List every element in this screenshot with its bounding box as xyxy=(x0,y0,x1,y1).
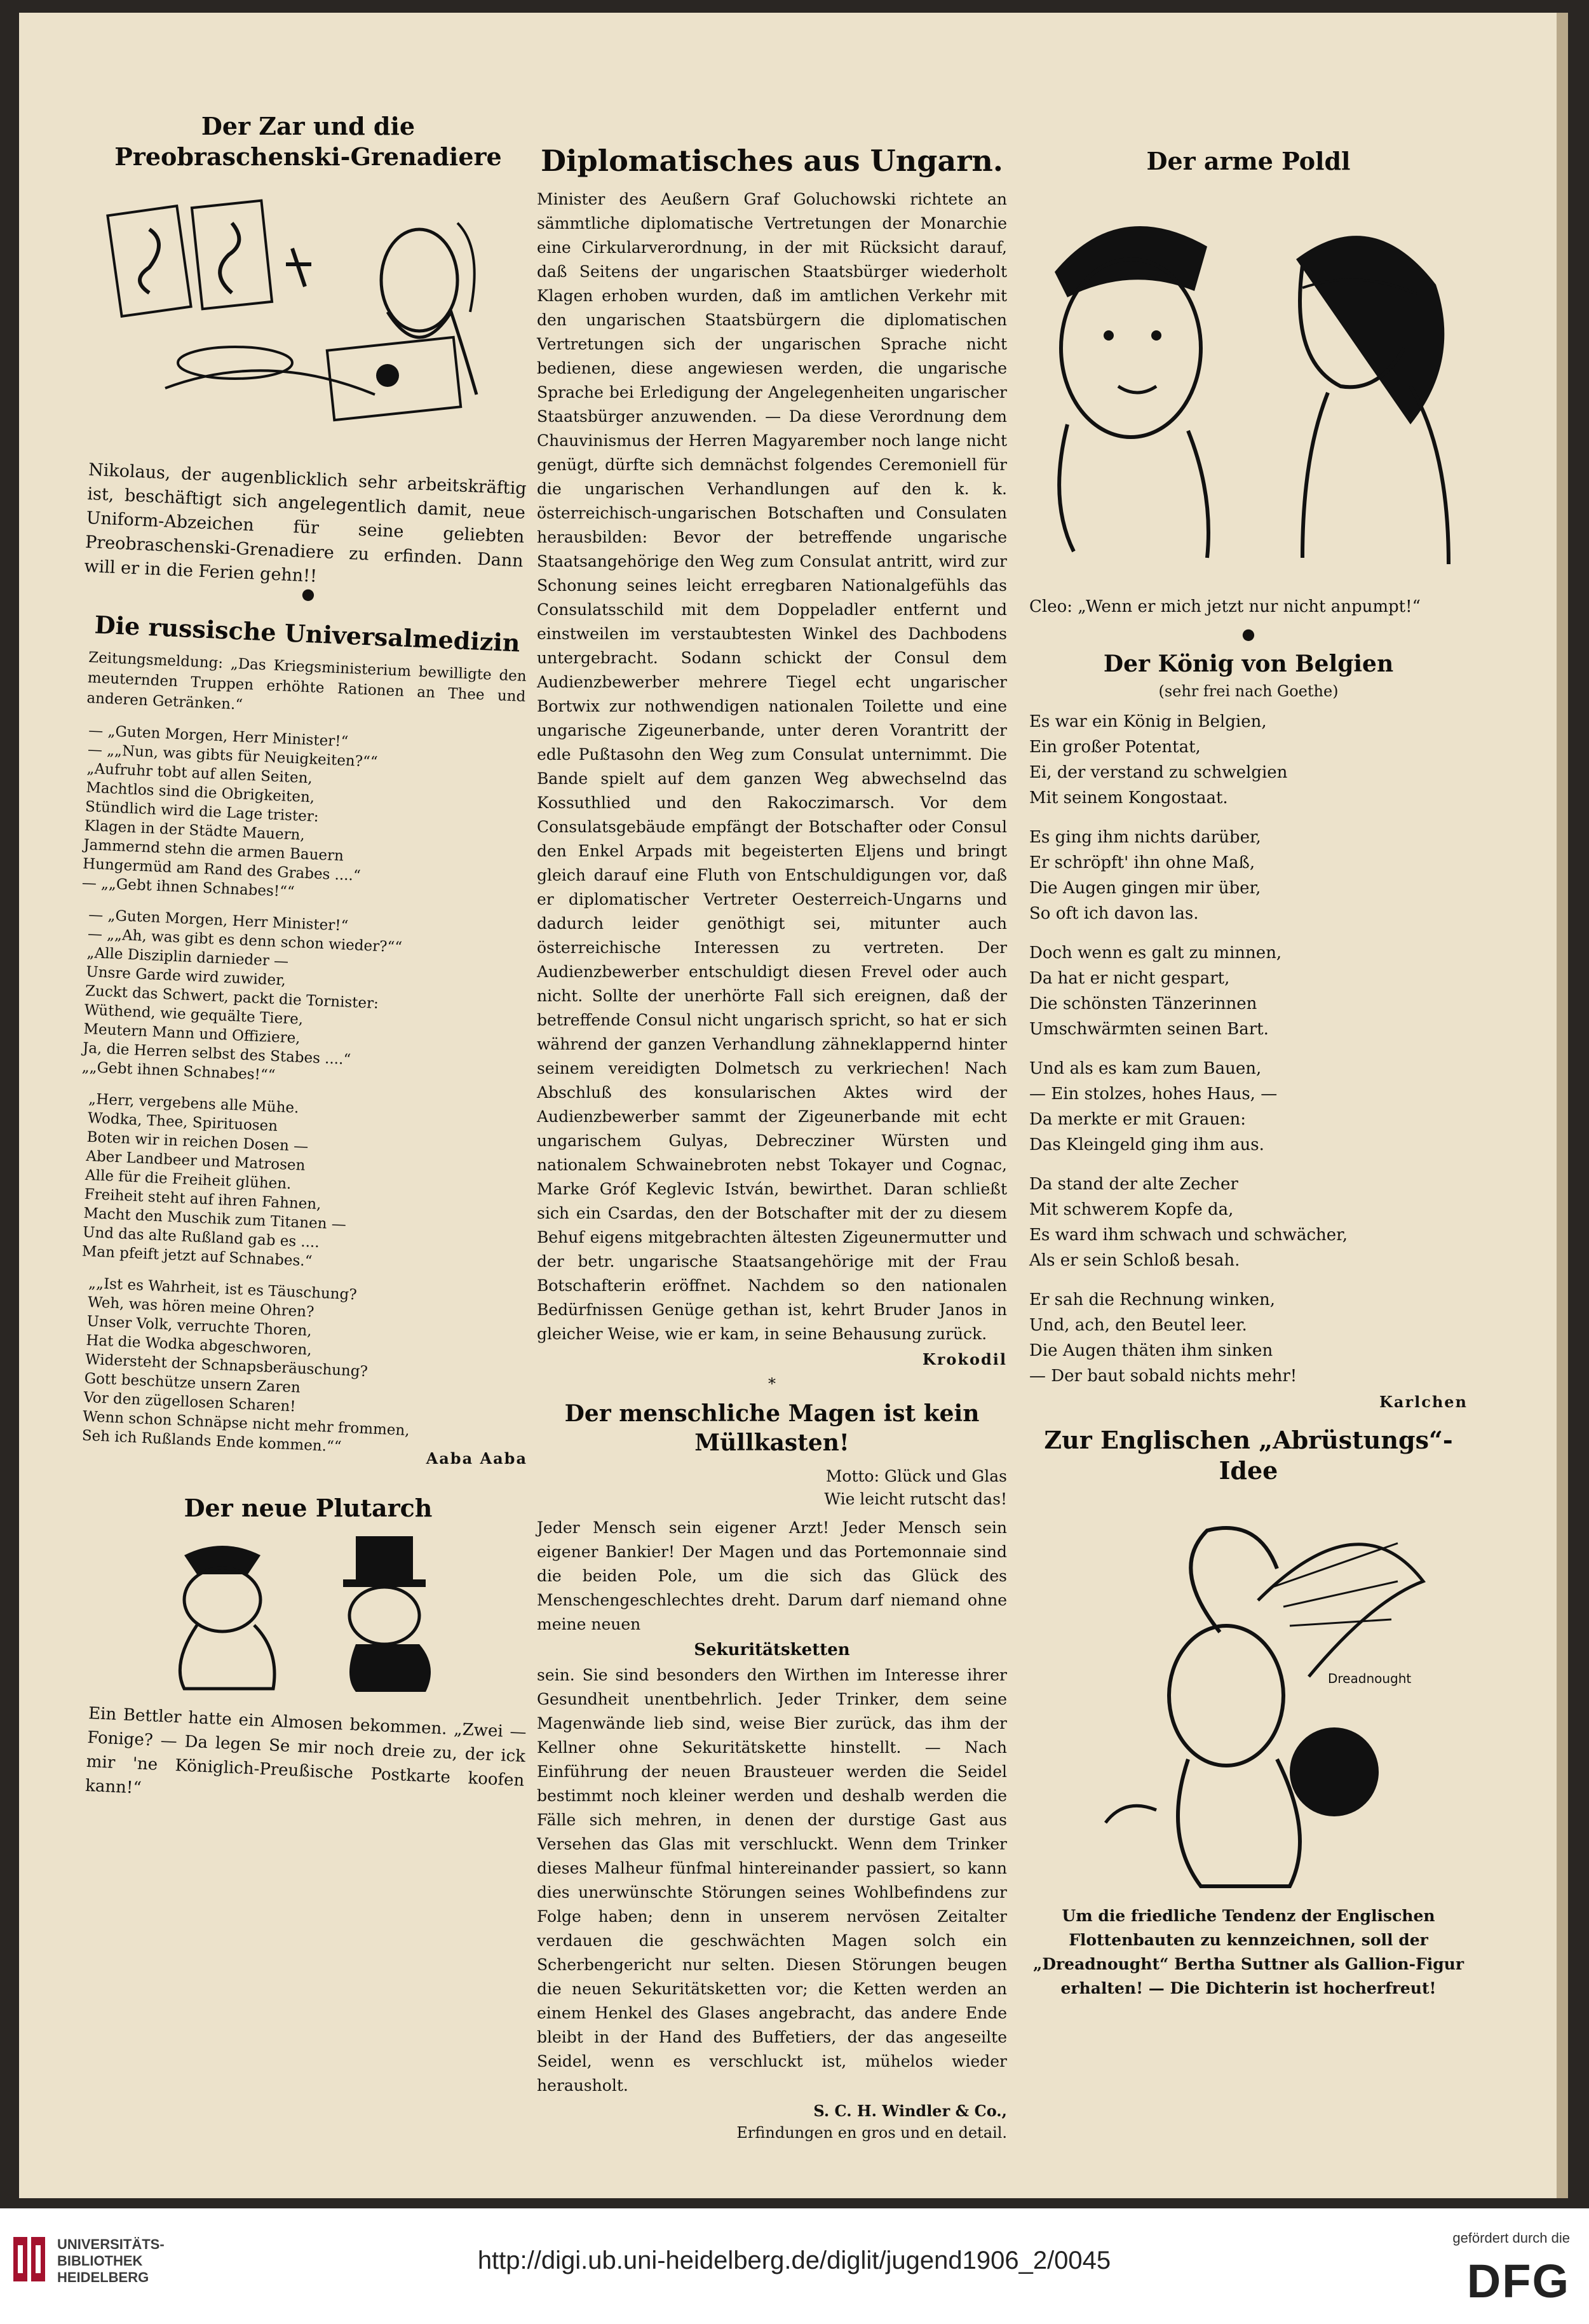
article-title-zar: Der Zar und die Preobraschenski-Grenadiere xyxy=(114,112,502,171)
signature-karlchen: Karlchen xyxy=(1379,1393,1468,1411)
subheading-sekuritaetsketten: Sekuritätsketten xyxy=(694,1640,850,1659)
middle-column xyxy=(537,13,1007,2142)
article-text-magen-2: sein. Sie sind besonders den Wirthen im Interesse ihrer Gesundheit unentbehrlich. Jeder Trinker, dem seine Magenwände lieb sind, weise Bier zurück, das ihm der Kellner ohne Sekuritätskette hinstellt. — Nach Einführung der neuen Brausteuer werden die Seidel bestimmt noch kleiner werden und deshalb werden die Fälle sich mehren, in denen der durstige Gast aus Versehen das Glas mit verschluckt. Wenn dem Trinker dieses Malheur fünfmal hintereinander passiert, so kann dies unerwünschte Störungen seines Wohlbefindens zur Folge haben; denn in unserem nervösen Zeitalter verdauen die geschwächten Magen solch ein Scherbengericht nur selten. Diesen Störungen beugen die neuen Sekuritätsketten vor; die Ketten werden an einem Henkel des Glases angebracht, das andere Ende bleibt in der Hand des Buffetiers, der das angeseilte Seidel, wenn es verschluckt ist, mühelos wieder herausholt. xyxy=(537,1666,1007,2095)
signature-windler: S. C. H. Windler & Co., xyxy=(813,2102,1007,2120)
poem-stanza-3: Doch wenn es galt zu minnen, Da hat er nicht gespart, Die schönsten Tänzerinnen Umschwärmten seinen Bart. xyxy=(1029,943,1282,1039)
article-title-koenig: Der König von Belgien xyxy=(1103,651,1394,677)
poem-stanza-5: Da stand der alte Zecher Mit schwerem Kopfe da, Es ward ihm schwach und schwächer, Als er sein Schloß besah. xyxy=(1029,1175,1348,1270)
caption-poldl: Cleo: „Wenn er mich jetzt nur nicht anpumpt!“ xyxy=(1029,597,1421,616)
article-title-abruestung: Zur Englischen „Abrüstungs“-Idee xyxy=(1044,1426,1453,1485)
poem-stanza-2: Es ging ihm nichts darüber, Er schröpft' ihn ohne Maß, Die Augen gingen mir über, So oft ich davon las. xyxy=(1029,828,1261,923)
poem-stanza-4: Und als es kam zum Bauen, — Ein stolzes, hohes Haus, — Da merkte er mit Grauen: Das Kleingeld ging ihm aus. xyxy=(1029,1059,1278,1154)
verse-stanza-4: „„Ist es Wahrheit, ist es Täuschung? Weh, was hören meine Ohren? Unser Volk, verruchte Thoren, Hat die Wodka abgeschworen, Widersteht der Schnapsberäuschung? Gott beschütze unsern Zaren Vor den zügellosen Scharen! Wenn schon Schnäpse nicht mehr frommen, Seh ich Rußlands Ende kommen.““ xyxy=(81,1274,410,1456)
separator-dot: ● xyxy=(1241,625,1255,643)
funded-by-label: gefördert durch die xyxy=(1452,2230,1570,2246)
article-text-zar: Nikolaus, der augenblicklich sehr arbeitskräftig ist, beschäftigt sich angelegentlich damit, neue Uniform-Abzeichen für seine geliebten Preobraschenski-Grenadiere zu erfinden. Dann will er in die Ferien gehn!! xyxy=(83,459,527,586)
signature-windler-sub: Erfindungen en gros und en detail. xyxy=(736,2124,1007,2142)
verse-stanza-3: „Herr, vergebens alle Mühe. Wodka, Thee, Spirituosen Boten wir in reichen Dosen — Aber Landbeer und Matrosen Alle für die Freiheit glühen. Freiheit steht auf ihren Fahnen, Macht den Muschik zum Titanen — Und das alte Rußland gab es .... Man pfeift jetzt auf Schnabes.“ xyxy=(81,1090,347,1270)
article-title-plutarch: Der neue Plutarch xyxy=(184,1494,433,1522)
article-title-russische: Die russische Universalmedizin xyxy=(93,610,521,658)
illustration-label-dreadnought: Dreadnought xyxy=(1328,1671,1412,1686)
article-title-magen: Der menschliche Magen ist kein Müllkasten! xyxy=(564,1400,980,1456)
article-text-ungarn: Minister des Aeußern Graf Goluchowski richtete an sämmtliche diplomatische Vertretungen der Monarchie eine Cirkularverordnung, in der mit Rücksicht darauf, daß Seitens der ungarischen Staatsbürger wiederholt Klagen erhoben wurden, daß im amtlichen Verkehr mit den ungarischen Staatsbürgern die diplomatischen Vertretungen sich der ungarischen Sprache nicht bedienen, diese angewiesen werden, die ungarische Sprache bei Erledigung der Angelegenheiten ungarischer Staatsbürger anzuwenden. — Da diese Verordnung dem Chauvinismus der Herren Magyarember noch lange nicht genügt, dürfte sich demnächst folgendes Ceremoniell für die ungarischen Verhandlungen auf den k. k. österreichisch-ungarischen Botschaften und Consulaten herausbilden: Bevor der betreffende ungarische Staatsangehörige den Weg zum Consulat antritt, wird zur Schonung seines leicht erregbaren Nationalgefühls das Consulatsschild mit dem Doppeladler entfernt und einstweilen im verstaubtesten Winkel des Dachbodens untergebracht. Sodann schickt der Consul dem Audienzbewerber mehrere Tiegel echt ungarischer Bortwix zur nothwendigen nationalen Toilette und eine ungarische Zigeunerbande, unter deren Vorantritt der edle Pußtasohn den Weg zum Consulat unternimmt. Die Bande spielt auf dem ganzen Weg abwechselnd das Kossuthlied und den Rakoczimarsch. Vor dem Consulatsgebäude empfängt der Botschafter oder Consul den Enkel Arpads mit begeisterten Eljens und bringt gleich darauf eine Fluth von Entschuldigungen vor, daß er diplomatischer Vertreter Oesterreich-Ungarns und dadurch leider genöthigt sei, mitunter auch österreichische Interessen zu vertreten. Der Audienzbewerber entschuldigt diesen Frevel oder auch nicht. Sollte der unerhörte Fall sich ereignen, daß der betreffende Consul nicht ungarisch spricht, so hat er sich während der ganzen Verhandlung zähneklappernd hinter seinem vereidigten Dolmetsch zu verkriechen! Nach Abschluß des konsularischen Aktes wird der Audienzbewerber sammt der Zigeunerbande mit echt ungarischem Gulyas, Debrecziner Würsten und nationalem Schwainebroten nebst Tokayer und Cognac, Marke Gróf Keglevic István, bewirthet. Daran schließt sich ein Csardas, den der Botschafter mit der zu diesem Behuf eigens mitgebrachten ältesten Zigeunermutter und der betr. ungarische Staatsangehörige mit der Frau Botschafterin eröffnet. Nachdem so den nationalen Bedürfnissen Genüge gethan ist, kehrt Bruder Janos in gleicher Weise, wie er kam, in seine Behausung zurück. xyxy=(537,190,1007,1343)
magazine-page xyxy=(19,13,1568,2198)
signature-aaba: Aaba Aaba xyxy=(426,1449,527,1468)
illustration-dreadnought-cherub xyxy=(1029,1492,1468,1899)
illustration-beggar xyxy=(89,1530,527,1695)
library-name: UNIVERSITÄTS- BIBLIOTHEK HEIDELBERG xyxy=(57,2236,165,2285)
illustration-tsar-drawing xyxy=(89,185,527,452)
source-url-link[interactable]: http://digi.ub.uni-heidelberg.de/diglit/jugend1906_2/0045 xyxy=(477,2246,1111,2274)
separator-star: ● xyxy=(301,585,315,603)
verse-stanza-2: — „Guten Morgen, Herr Minister!“ — „„Ah, was gibt es denn schon wieder?““ „Alle Disziplin darnieder — Unsre Garde wird zuwider, Zuckt das Schwert, packt die Tornister: Wüthend, wie gequälte Tiere, Meutern Mann und Offiziere, Ja, die Herren selbst des Stabes ....“ „„Gebt ihnen Schnabes!““ xyxy=(81,906,403,1084)
poem-stanza-1: Es war ein König in Belgien, Ein großer Potentat, Ei, der verstand zu schwelgien Mit seinem Kongostaat. xyxy=(1029,712,1288,807)
article-motto-magen: Motto: Glück und Glas Wie leicht rutscht das! xyxy=(824,1467,1007,1508)
verse-stanza-1: — „Guten Morgen, Herr Minister!“ — „„Nun, was gibts für Neuigkeiten?““ „Aufruhr tobt auf allen Seiten, Machtlos sind die Obrigkeiten, Stündlich wird die Lage trister: Klagen in der Städte Mauern, Jammernd stehn die armen Bauern Hungermüd am Rand des Grabes ....“ — „„Gebt ihnen Schnabes!““ xyxy=(81,722,379,901)
left-column xyxy=(81,13,527,1798)
caption-abruestung: Um die friedliche Tendenz der Englischen Flottenbauten zu kennzeichnen, soll der „Dreadnought“ Bertha Suttner als Gallion-Figur erhalten! — Die Dichterin ist hocherfreut! xyxy=(1032,1907,1464,1997)
article-intro-russische: Zeitungsmeldung: „Das Kriegsministerium bewilligte den meuternden Truppen erhöhte Rationen an Thee und anderen Getränken.“ xyxy=(86,649,527,713)
signature-krokodil: Krokodil xyxy=(922,1350,1007,1368)
footer-bar xyxy=(0,2208,1589,2324)
separator-asterisk: * xyxy=(768,1375,776,1393)
article-title-ungarn: Diplomatisches aus Ungarn. xyxy=(541,144,1003,178)
poem-stanza-6: Er sah die Rechnung winken, Und, ach, den Beutel leer. Die Augen thäten ihm sinken — Der baut sobald nichts mehr! xyxy=(1029,1290,1297,1386)
article-text-plutarch: Ein Bettler hatte ein Almosen bekommen. „Zwei — Fonige? — Da legen Se mir noch dreie zu, der ick mir 'ne Königlich-Preußische Postkarte koofen kann!“ xyxy=(85,1703,527,1798)
dfg-logo: DFG xyxy=(1466,2255,1570,2307)
article-subtitle-koenig: (sehr frei nach Goethe) xyxy=(1158,682,1339,700)
article-text-magen-1: Jeder Mensch sein eigener Arzt! Jeder Mensch sein eigener Bankier! Der Magen und das Portemonnaie sind die beiden Pole, um die sich das Glück des Menschengeschlechtes dreht. Darum darf niemand ohne meine neuen xyxy=(537,1518,1007,1633)
illustration-poldl-cleo xyxy=(1029,183,1468,590)
right-column xyxy=(1029,13,1468,2006)
library-logo-icon xyxy=(10,2234,48,2285)
article-title-poldl: Der arme Poldl xyxy=(1146,147,1351,175)
